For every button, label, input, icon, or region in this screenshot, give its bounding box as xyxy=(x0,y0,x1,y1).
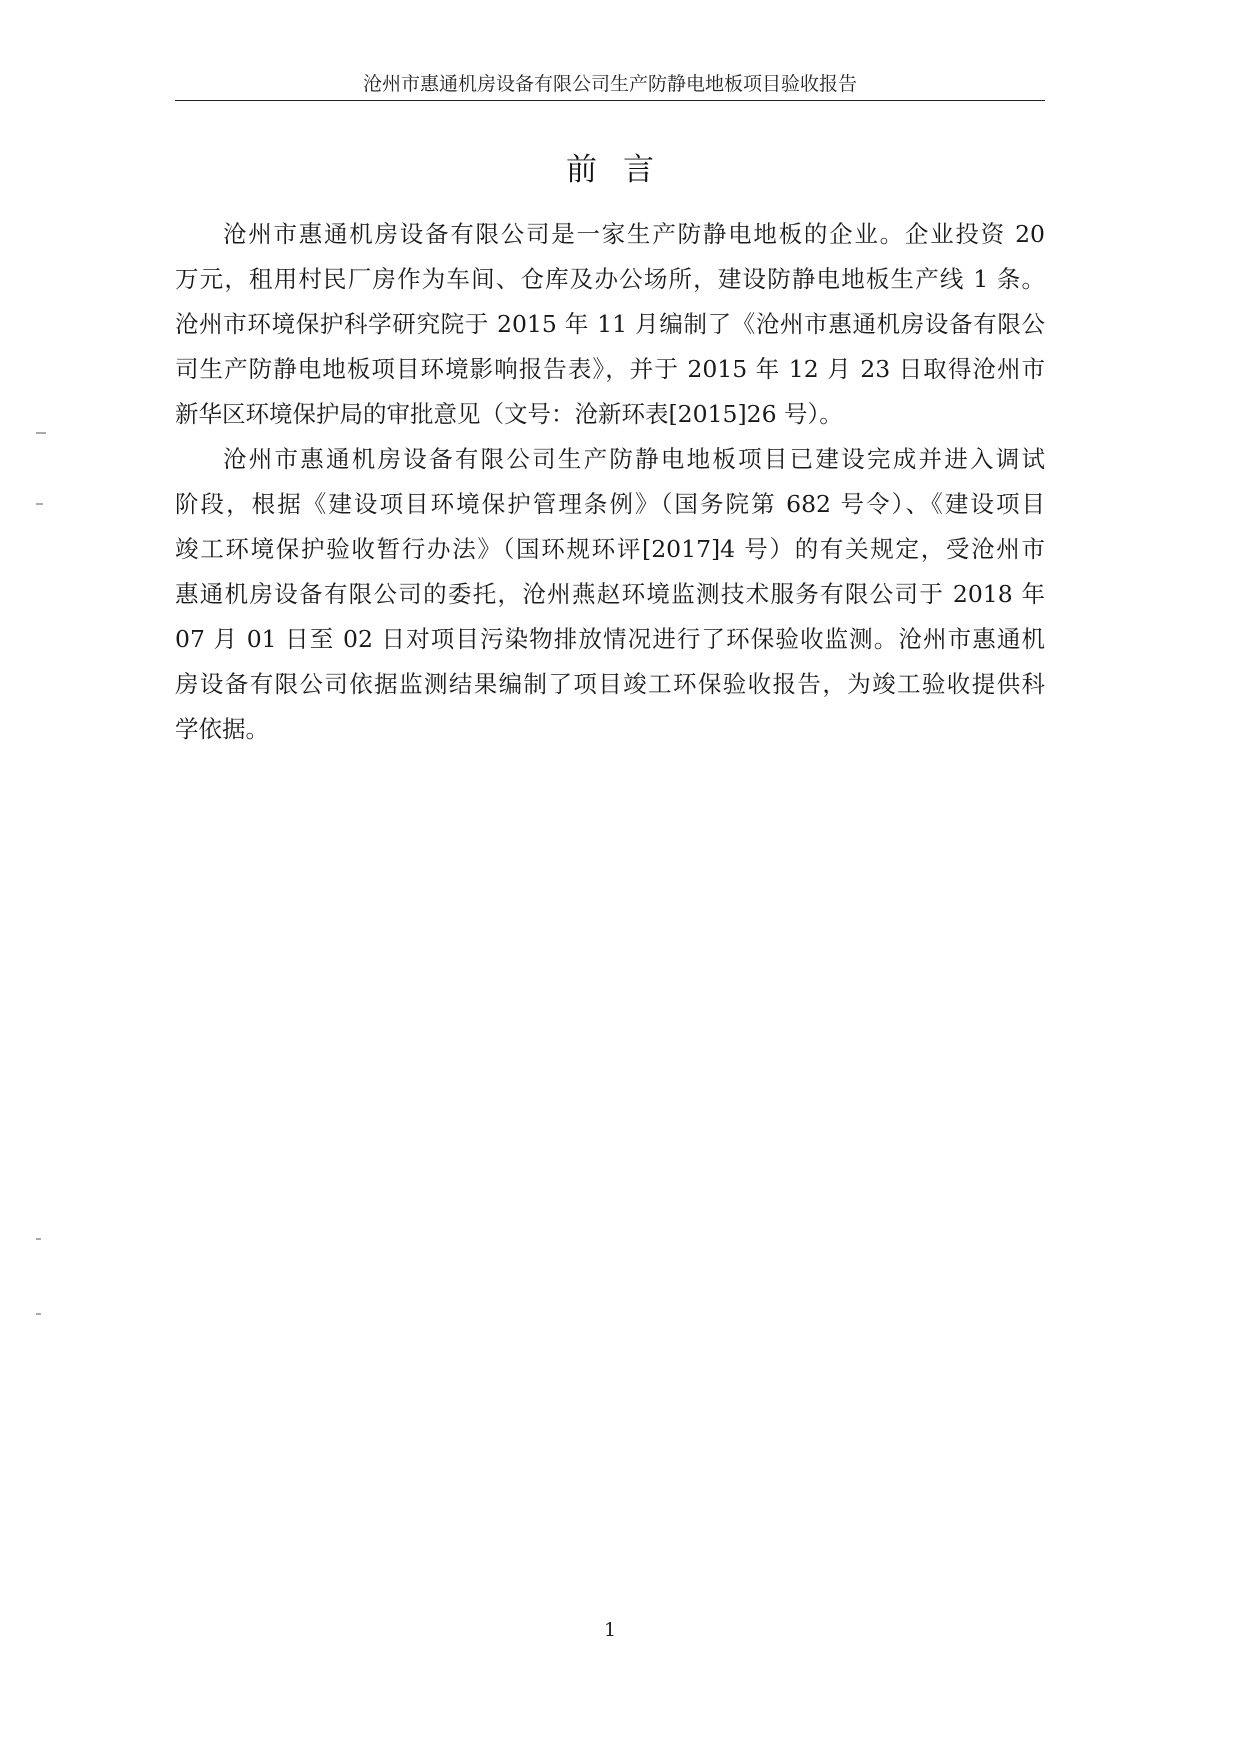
paragraph-line: 惠通机房设备有限公司的委托，沧州燕赵环境监测技术服务有限公司于 2018 年 xyxy=(175,580,1045,608)
paragraph-line: 阶段，根据《建设项目环境保护管理条例》（国务院第 682 号令）、《建设项目 xyxy=(175,490,1045,518)
page-title: 前言 xyxy=(566,152,680,188)
paragraph-line: 沧州市惠通机房设备有限公司生产防静电地板项目已建设完成并进入调试 xyxy=(223,445,1045,473)
paragraph-line: 司生产防静电地板项目环境影响报告表》，并于 2015 年 12 月 23 日取得沧州市 xyxy=(175,355,1045,383)
paragraph-line: 房设备有限公司依据监测结果编制了项目竣工环保验收报告，为竣工验收提供科 xyxy=(175,670,1045,698)
scan-mark xyxy=(36,432,46,434)
paragraph-line: 新华区环境保护局的审批意见（文号：沧新环表[2015]26 号）。 xyxy=(175,400,843,428)
scan-mark xyxy=(36,1313,41,1315)
document-body xyxy=(175,212,1045,752)
paragraph-line: 07 月 01 日至 02 日对项目污染物排放情况进行了环保验收监测。沧州市惠通机 xyxy=(175,625,1045,653)
running-header: 沧州市惠通机房设备有限公司生产防静电地板项目验收报告 xyxy=(362,73,857,95)
paragraph-2 xyxy=(175,437,1045,752)
page-number: 1 xyxy=(603,1619,617,1641)
header-divider xyxy=(175,100,1045,101)
paragraph-line: 竣工环境保护验收暂行办法》（国环规环评[2017]4 号）的有关规定，受沧州市 xyxy=(175,535,1045,563)
scan-mark xyxy=(36,503,43,505)
paragraph-line: 万元，租用村民厂房作为车间、仓库及办公场所，建设防静电地板生产线 1 条。 xyxy=(175,265,1045,293)
paragraph-line: 学依据。 xyxy=(175,715,269,743)
paragraph-1 xyxy=(175,212,1045,437)
paragraph-line: 沧州市惠通机房设备有限公司是一家生产防静电地板的企业。企业投资 20 xyxy=(223,220,1045,248)
scan-mark xyxy=(36,1238,41,1240)
paragraph-line: 沧州市环境保护科学研究院于 2015 年 11 月编制了《沧州市惠通机房设备有限公 xyxy=(175,310,1045,338)
